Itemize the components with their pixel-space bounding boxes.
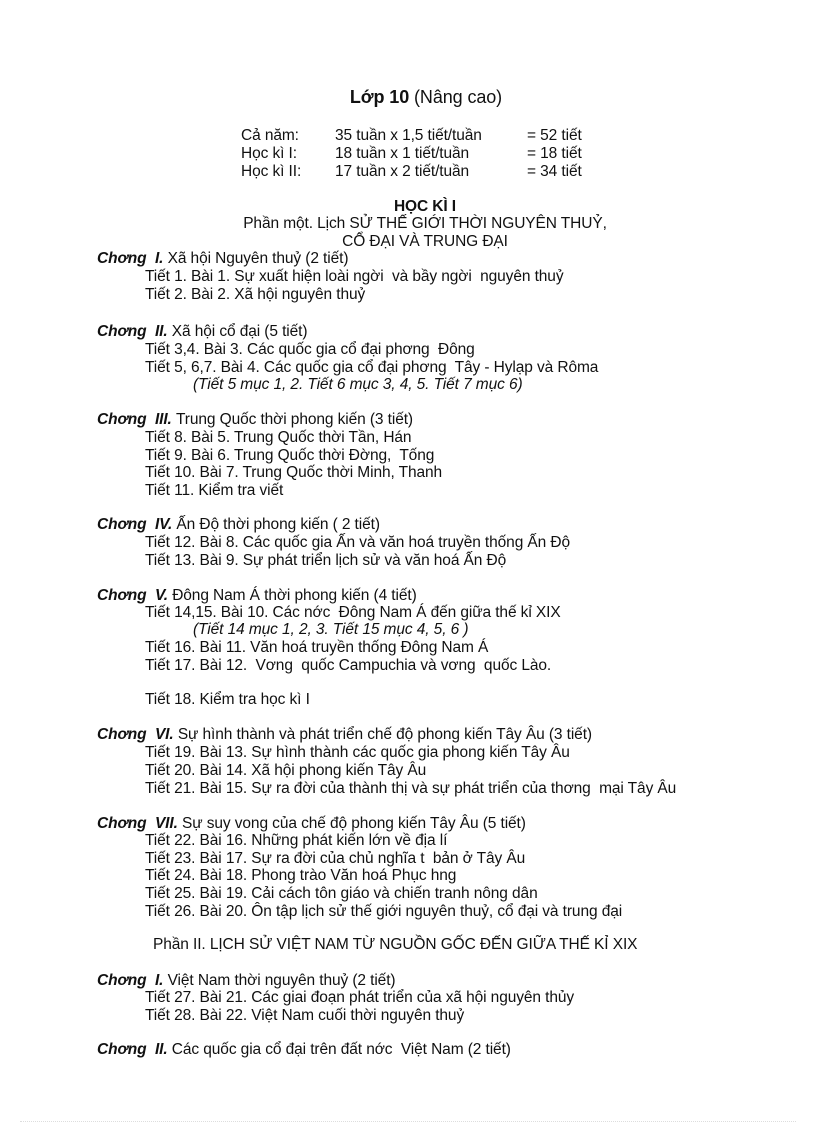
lesson-line: Tiết 12. Bài 8. Các quốc gia Ấn và văn hoá truyền thống Ấn Độ (145, 534, 571, 551)
lesson-note: (Tiết 5 mục 1, 2. Tiết 6 mục 3, 4, 5. Tiết 7 mục 6) (193, 376, 523, 393)
lesson-line: Tiết 21. Bài 15. Sự ra đời của thành thị và sự phát triển của thơng mại Tây Âu (145, 780, 677, 797)
lesson-line: Tiết 18. Kiểm tra học kì I (145, 691, 310, 708)
summary-weeks-year: 35 tuần x 1,5 tiết/tuần (335, 127, 482, 144)
chapter-heading: Chơng I. Xã hội Nguyên thuỷ (2 tiết) (97, 250, 349, 267)
summary-total-year: = 52 tiết (527, 127, 582, 144)
lesson-line: Tiết 14,15. Bài 10. Các nớc Đông Nam Á đến giữa thế kỉ XIX (145, 604, 561, 621)
summary-total-sem1: = 18 tiết (527, 145, 582, 162)
part2-title: Phần II. LỊCH SỬ VIỆT NAM TỪ NGUỒN GỐC ĐẾN GIỮA THẾ KỈ XIX (153, 936, 638, 953)
chapter-heading: Chơng I. Việt Nam thời nguyên thuỷ (2 tiết) (97, 972, 396, 989)
lesson-line: Tiết 20. Bài 14. Xã hội phong kiến Tây Âu (145, 762, 427, 779)
lesson-line: Tiết 8. Bài 5. Trung Quốc thời Tần, Hán (145, 429, 412, 446)
chapter-heading: Chơng IV. Ấn Độ thời phong kiến ( 2 tiết) (97, 516, 380, 533)
title-class: Lớp 10 (349, 87, 410, 107)
summary-weeks-sem2: 17 tuần x 2 tiết/tuần (335, 163, 470, 180)
chapter-heading: Chơng II. Xã hội cổ đại (5 tiết) (97, 323, 308, 340)
lesson-line: Tiết 5, 6,7. Bài 4. Các quốc gia cổ đại phơng Tây - Hylạp và Rôma (145, 359, 599, 376)
chapter-heading: Chơng V. Đông Nam Á thời phong kiến (4 tiết) (97, 587, 417, 604)
chapter-heading: Chơng VII. Sự suy vong của chế độ phong kiến Tây Âu (5 tiết) (97, 815, 526, 832)
lesson-line: Tiết 28. Bài 22. Việt Nam cuối thời nguyên thuỷ (145, 1007, 465, 1024)
lesson-line: Tiết 19. Bài 13. Sự hình thành các quốc gia phong kiến Tây Âu (145, 744, 570, 761)
semester-title: HỌC KÌ I (393, 198, 457, 215)
lesson-note: (Tiết 14 mục 1, 2, 3. Tiết 15 mục 4, 5, 6 ) (193, 621, 469, 638)
chapter-heading: Chơng II. Các quốc gia cổ đại trên đất nớc Việt Nam (2 tiết) (97, 1041, 511, 1058)
lesson-line: Tiết 11. Kiểm tra viết (145, 482, 284, 499)
title-level: (Nâng cao) (409, 87, 503, 107)
lesson-line: Tiết 13. Bài 9. Sự phát triển lịch sử và văn hoá Ấn Độ (145, 552, 507, 569)
summary-weeks-sem1: 18 tuần x 1 tiết/tuần (335, 145, 470, 162)
summary-label-sem2: Học kì II: (241, 163, 302, 180)
lesson-line: Tiết 1. Bài 1. Sự xuất hiện loài ngời và bầy ngời nguyên thuỷ (145, 268, 564, 285)
page-bottom-divider (20, 1121, 796, 1122)
lesson-line: Tiết 9. Bài 6. Trung Quốc thời Đờng, Tống (145, 447, 435, 464)
document-title (0, 88, 816, 106)
lesson-line: Tiết 26. Bài 20. Ôn tập lịch sử thế giới nguyên thuỷ, cổ đại và trung đại (145, 903, 623, 920)
lesson-line: Tiết 27. Bài 21. Các giai đoạn phát triển của xã hội nguyên thủy (145, 989, 575, 1006)
chapter-heading: Chơng VI. Sự hình thành và phát triển chế độ phong kiến Tây Âu (3 tiết) (97, 726, 592, 743)
lesson-line: Tiết 2. Bài 2. Xã hội nguyên thuỷ (145, 286, 366, 303)
lesson-line: Tiết 23. Bài 17. Sự ra đời của chủ nghĩa t bản ở Tây Âu (145, 850, 526, 867)
lesson-line: Tiết 16. Bài 11. Văn hoá truyền thống Đông Nam Á (145, 639, 489, 656)
summary-total-sem2: = 34 tiết (527, 163, 582, 180)
lesson-line: Tiết 24. Bài 18. Phong trào Văn hoá Phục hng (145, 867, 457, 884)
lesson-line: Tiết 25. Bài 19. Cải cách tôn giáo và chiến tranh nông dân (145, 885, 538, 902)
summary-label-sem1: Học kì I: (241, 145, 297, 162)
lesson-line: Tiết 3,4. Bài 3. Các quốc gia cổ đại phơng Đông (145, 341, 475, 358)
summary-label-year: Cả năm: (241, 127, 299, 144)
part1-title-line1: Phần một. Lịch SỬ THẾ GIỚI THỜI NGUYÊN THUỶ, (243, 215, 607, 232)
lesson-line: Tiết 22. Bài 16. Những phát kiến lớn về địa lí (145, 832, 448, 849)
lesson-line: Tiết 10. Bài 7. Trung Quốc thời Minh, Thanh (145, 464, 443, 481)
chapter-heading: Chơng III. Trung Quốc thời phong kiến (3 tiết) (97, 411, 413, 428)
lesson-line: Tiết 17. Bài 12. Vơng quốc Campuchia và vơng quốc Lào. (145, 657, 552, 674)
part1-title-line2: CỔ ĐẠI VÀ TRUNG ĐẠI (342, 233, 508, 250)
